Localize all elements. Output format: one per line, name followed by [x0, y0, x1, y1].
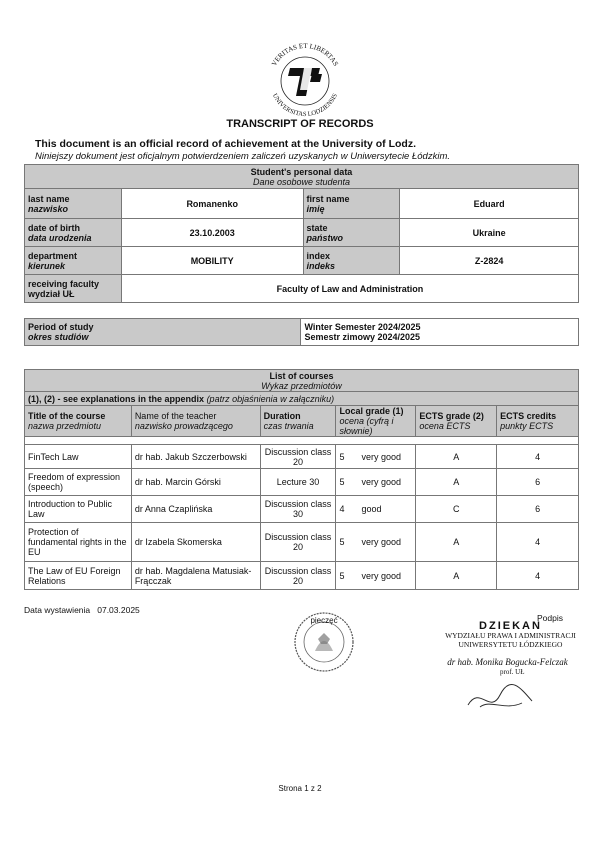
col-ects-en: ECTS grade (2) — [419, 411, 484, 421]
course-credits: 4 — [497, 445, 579, 469]
svg-text:VERITAS ET LIBERTAS — [270, 42, 340, 68]
course-row — [25, 562, 579, 590]
signer-title: prof. UŁ — [500, 668, 525, 676]
course-teacher: dr hab. Jakub Szczerbowski — [131, 445, 260, 469]
courses-note-bold: (1), (2) - see explanations in the appendix — [28, 393, 205, 404]
department-value: MOBILITY — [121, 247, 303, 275]
course-credits: 4 — [497, 523, 579, 562]
issue-date-label: Data wystawienia — [24, 605, 91, 615]
course-title: Introduction to Public Law — [25, 496, 132, 523]
intro-english: This document is an official record of achievement at the University of Lodz. — [35, 138, 416, 150]
course-grade — [336, 523, 416, 562]
course-duration: Discussion class 20 — [260, 445, 336, 469]
period-label: Period of study — [28, 322, 94, 332]
course-ects-grade: C — [416, 496, 497, 523]
course-title: FinTech Law — [25, 445, 132, 469]
faculty-label: receiving faculty — [28, 278, 100, 289]
page-title: TRANSCRIPT OF RECORDS — [226, 118, 374, 130]
personal-header-pl: Dane osobowe studenta — [252, 176, 351, 187]
col-duration-en: Duration — [263, 411, 301, 421]
course-duration: Discussion class 20 — [260, 523, 336, 562]
course-teacher: dr Anna Czaplińska — [131, 496, 260, 523]
state-label-pl: państwo — [306, 232, 344, 243]
col-duration-pl: czas trwania — [263, 421, 314, 431]
grade-number: 4 — [339, 504, 345, 514]
department-label-pl: kierunek — [28, 260, 66, 271]
logo-top-text: VERITAS ET LIBERTAS — [270, 41, 340, 68]
course-ects-grade: A — [416, 445, 497, 469]
course-credits: 6 — [497, 496, 579, 523]
course-grade — [336, 445, 416, 469]
grade-word: very good — [361, 451, 402, 462]
dob-label-pl: data urodzenia — [28, 232, 92, 243]
course-credits: 4 — [497, 562, 579, 590]
handwritten-signature — [460, 677, 540, 717]
course-title: The Law of EU Foreign Relations — [25, 562, 132, 590]
grade-number: 5 — [339, 477, 345, 487]
grade-word: very good — [361, 570, 402, 581]
col-credits-en: ECTS credits — [500, 411, 557, 421]
course-ects-grade: A — [416, 469, 497, 496]
dean-title: DZIEKAN — [479, 620, 542, 632]
course-title: Freedom of expression (speech) — [25, 469, 132, 496]
faculty-name-line1: WYDZIAŁU PRAWA I ADMINISTRACJI — [445, 631, 576, 640]
last-name-label-pl: nazwisko — [28, 203, 69, 214]
state-label: state — [306, 222, 328, 233]
issue-date-value: 07.03.2025 — [97, 605, 140, 615]
personal-data-table — [24, 164, 579, 303]
first-name-label-pl: imię — [306, 203, 325, 214]
seal-label: pieczęć — [310, 616, 338, 625]
course-credits: 6 — [497, 469, 579, 496]
course-row — [25, 469, 579, 496]
dean-stamp — [428, 622, 593, 649]
personal-header-en: Student's personal data — [250, 166, 353, 177]
course-teacher: dr hab. Marcin Górski — [131, 469, 260, 496]
course-grade — [336, 562, 416, 590]
issue-date — [24, 605, 140, 615]
last-name-value: Romanenko — [121, 189, 303, 219]
course-teacher: dr Izabela Skomerska — [131, 523, 260, 562]
courses-header-pl: Wykaz przedmiotów — [261, 380, 342, 391]
dob-value: 23.10.2003 — [121, 219, 303, 247]
course-title: Protection of fundamental rights in the EU — [25, 523, 132, 562]
index-label-pl: indeks — [306, 260, 336, 271]
last-name-label: last name — [28, 193, 70, 204]
course-duration: Discussion class 30 — [260, 496, 336, 523]
course-duration: Lecture 30 — [260, 469, 336, 496]
faculty-label-pl: wydział UŁ — [28, 288, 75, 299]
university-logo — [262, 38, 348, 124]
faculty-value: Faculty of Law and Administration — [121, 275, 578, 303]
period-table — [24, 318, 579, 346]
grade-word: very good — [361, 477, 402, 487]
university-seal — [293, 611, 355, 673]
course-teacher: dr hab. Magdalena Matusiak-Frącczak — [131, 562, 260, 590]
course-ects-grade: A — [416, 523, 497, 562]
signer-name: dr hab. Monika Bogucka-Felczak — [447, 657, 568, 667]
courses-note-italic: (patrz objaśnienia w załączniku) — [206, 393, 335, 404]
col-title-en: Title of the course — [28, 411, 106, 421]
col-title-pl: nazwa przedmiotu — [28, 421, 102, 431]
course-row — [25, 496, 579, 523]
period-value: Winter Semester 2024/2025 — [304, 322, 421, 332]
dob-label: date of birth — [28, 222, 80, 233]
col-ects-pl: ocena ECTS — [419, 421, 471, 431]
index-label: index — [306, 250, 331, 261]
courses-header-en: List of courses — [269, 370, 334, 381]
state-value: Ukraine — [400, 219, 579, 247]
col-teacher-pl: nazwisko prowadzącego — [134, 421, 233, 431]
faculty-name-line2: UNIWERSYTETU ŁÓDZKIEGO — [458, 640, 563, 649]
grade-word: good — [361, 504, 382, 514]
intro-polish: Niniejszy dokument jest oficjalnym potwierdzeniem zaliczeń uzyskanych w Uniwersytecie Łódzkim. — [35, 151, 450, 162]
department-label: department — [28, 250, 78, 261]
first-name-value: Eduard — [400, 189, 579, 219]
course-duration: Discussion class 20 — [260, 562, 336, 590]
course-row — [25, 445, 579, 469]
col-local-en: Local grade (1) — [339, 406, 404, 416]
logo-bottom-text: UNIVERSITAS LODZIENSIS — [270, 92, 340, 119]
course-ects-grade: A — [416, 562, 497, 590]
course-grade — [336, 469, 416, 496]
first-name-label: first name — [306, 193, 350, 204]
courses-table — [24, 369, 579, 590]
col-local-pl: ocena (cyfrą i słownie) — [339, 416, 394, 436]
course-row — [25, 523, 579, 562]
period-value-pl: Semestr zimowy 2024/2025 — [304, 332, 421, 342]
col-teacher-en: Name of the teacher — [134, 411, 217, 421]
period-label-pl: okres studiów — [28, 332, 89, 342]
page-number: Strona 1 z 2 — [278, 784, 322, 793]
grade-number: 5 — [339, 451, 345, 462]
signature-label: Podpis — [537, 613, 563, 623]
grade-word: very good — [361, 537, 402, 547]
col-credits-pl: punkty ECTS — [500, 421, 554, 431]
grade-number: 5 — [339, 537, 345, 547]
index-value: Z-2824 — [400, 247, 579, 275]
grade-number: 5 — [339, 570, 345, 581]
course-grade — [336, 496, 416, 523]
